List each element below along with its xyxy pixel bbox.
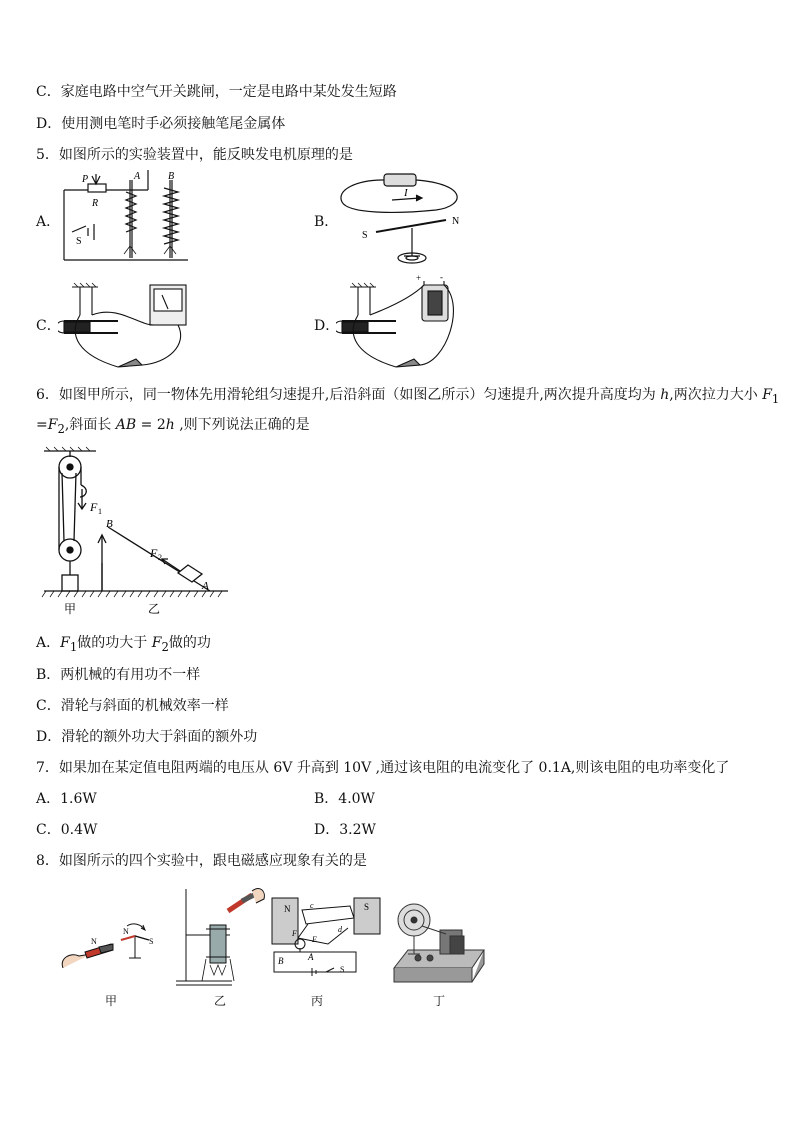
label-current: I: [404, 187, 408, 199]
var-h: h: [660, 387, 670, 403]
q8-caption-ding: 丁: [433, 994, 446, 1008]
svg-text:F: F: [150, 546, 158, 560]
label-a: A: [202, 580, 209, 592]
q8-figure-bing-motor: [268, 888, 386, 983]
q5-option-c-label: C．: [36, 318, 61, 334]
q6-option-b: B．两机械的有用功不一样: [36, 667, 201, 683]
q5-figure-c-galvanometer: [58, 275, 193, 375]
q6-option-d: D．滑轮的额外功大于斜面的额外功: [36, 729, 258, 745]
svg-text:d: d: [338, 925, 342, 934]
q5-option-b-label: B．: [314, 214, 339, 230]
svg-text:N: N: [284, 904, 291, 914]
q5-figure-d-battery: [336, 275, 471, 375]
q8-caption-jia: 甲: [105, 994, 118, 1008]
svg-text:A: A: [308, 952, 314, 962]
q5-option-d-label: D．: [314, 318, 340, 334]
q5-figure-a-electromagnets: [58, 170, 188, 270]
svg-text:c: c: [310, 901, 314, 910]
q6-option-a: A．$F_1$做的功大于 $F_2$做的功: [36, 635, 211, 654]
svg-text:N: N: [91, 937, 97, 946]
q7-option-b: B．4.0W: [314, 791, 375, 807]
svg-text:E: E: [312, 935, 317, 944]
q6-figure-pulley-and-incline: [40, 445, 240, 620]
q6-stem-line1: 6．如图甲所示，同一物体先用滑轮组匀速提升,后沿斜面（如图乙所示）匀速提升,两次提升高度均为 h,两次拉力大小 $F_1$: [36, 387, 780, 406]
q5-option-a-label: A．: [36, 214, 61, 230]
q5-stem: 5．如图所示的实验装置中，能反映发电机原理的是: [36, 147, 353, 163]
svg-text:-: -: [440, 275, 443, 282]
q7-option-c: C．0.4W: [36, 822, 98, 838]
svg-text:F: F: [292, 929, 297, 938]
q8-stem: 8．如图所示的四个实验中，跟电磁感应现象有关的是: [36, 853, 367, 869]
q8-caption-yi: 乙: [214, 994, 227, 1008]
caption-yi: 乙: [148, 602, 161, 616]
q7-stem: 7．如果加在某定值电阻两端的电压从 6V 升高到 10V ,通过该电阻的电流变化了 0.1A,则该电阻的电功率变化了: [36, 760, 730, 776]
caption-jia: 甲: [64, 602, 77, 616]
q5-figure-b-oersted: [336, 170, 476, 270]
svg-text:S: S: [364, 902, 370, 912]
svg-text:S: S: [340, 965, 345, 974]
q7-option-a: A．1.6W: [36, 791, 97, 807]
q6-option-c: C．滑轮与斜面的机械效率一样: [36, 698, 229, 714]
q6-stem-line2: $=F_2$,斜面长 AB = 2h ,则下列说法正确的是: [36, 417, 310, 436]
svg-text:S: S: [149, 937, 154, 946]
label-a: A: [134, 171, 141, 182]
q8-figure-jia-magnet-and-needle: [55, 918, 165, 978]
q8-caption-bing: 丙: [311, 994, 324, 1008]
q4-option-c: C．家庭电路中空气开关跳闸，一定是电路中某处发生短路: [36, 84, 397, 100]
q4-option-d: D．使用测电笔时手必须接触笔尾金属体: [36, 116, 286, 132]
label-s: S: [76, 236, 82, 247]
q8-figure-ding-generator: [388, 898, 488, 988]
svg-text:2: 2: [158, 553, 162, 562]
q7-option-d: D．3.2W: [314, 822, 376, 838]
svg-text:N: N: [123, 927, 129, 936]
label-b: B: [106, 518, 113, 530]
svg-text:B: B: [278, 956, 284, 966]
label-p: P: [82, 174, 89, 185]
label-n: N: [452, 216, 460, 227]
svg-text:+: +: [416, 275, 422, 283]
label-b: B: [168, 171, 175, 182]
q8-figure-yi-stand-and-coil: [172, 885, 267, 990]
svg-text:F: F: [90, 500, 98, 514]
label-r: R: [92, 198, 99, 209]
svg-text:1: 1: [98, 507, 102, 516]
label-s: S: [362, 230, 368, 241]
